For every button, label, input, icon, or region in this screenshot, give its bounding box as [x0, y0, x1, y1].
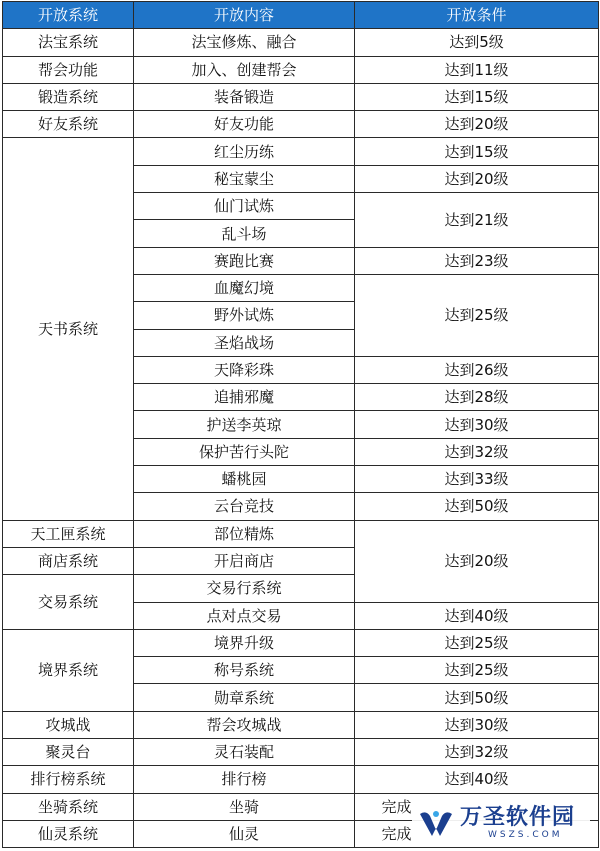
condition-cell: 达到26级: [355, 356, 599, 383]
condition-cell: 达到23级: [355, 247, 599, 274]
system-cell: 天工匣系统: [3, 520, 134, 547]
condition-cell: 达到40级: [355, 766, 599, 793]
table-row: [3, 520, 599, 547]
condition-cell: 达到25级: [355, 274, 599, 356]
system-cell: 聚灵台: [3, 739, 134, 766]
condition-cell: 达到21级: [355, 193, 599, 248]
condition-cell: 达到25级: [355, 657, 599, 684]
condition-cell: 达到11级: [355, 56, 599, 83]
watermark-url: WSZS.COM: [488, 829, 563, 840]
condition-cell: 达到25级: [355, 629, 599, 656]
condition-cell: 达到30级: [355, 711, 599, 738]
content-cell: 部位精炼: [134, 520, 355, 547]
system-cell: 交易系统: [3, 575, 134, 630]
content-cell: 保护苦行头陀: [134, 438, 355, 465]
condition-cell: 达到15级: [355, 83, 599, 110]
content-cell: 装备锻造: [134, 83, 355, 110]
content-cell: 仙门试炼: [134, 193, 355, 220]
condition-partial-text: 完成: [381, 797, 412, 816]
header-content: 开放内容: [134, 2, 355, 29]
content-cell: 云台竞技: [134, 493, 355, 520]
table-row: [3, 83, 599, 110]
content-cell: 血魔幻境: [134, 274, 355, 301]
content-cell: 点对点交易: [134, 602, 355, 629]
table-row: [3, 29, 599, 56]
condition-cell: 达到50级: [355, 684, 599, 711]
condition-cell: 达到32级: [355, 739, 599, 766]
content-cell: 护送李英琼: [134, 411, 355, 438]
content-cell: 开启商店: [134, 547, 355, 574]
system-cell: 坐骑系统: [3, 793, 134, 820]
content-cell: 坐骑: [134, 793, 355, 820]
condition-cell: 达到40级: [355, 602, 599, 629]
content-cell: 红尘历练: [134, 138, 355, 165]
system-cell: 帮会功能: [3, 56, 134, 83]
content-cell: 排行榜: [134, 766, 355, 793]
condition-cell: 达到32级: [355, 438, 599, 465]
condition-cell: 达到33级: [355, 466, 599, 493]
content-cell: 法宝修炼、融合: [134, 29, 355, 56]
system-cell: 商店系统: [3, 547, 134, 574]
system-cell: 天书系统: [3, 138, 134, 520]
condition-cell: 达到5级: [355, 29, 599, 56]
condition-cell: 达到20级: [355, 520, 599, 602]
content-cell: 加入、创建帮会: [134, 56, 355, 83]
table-row: [3, 739, 599, 766]
content-cell: 野外试炼: [134, 302, 355, 329]
condition-cell: 达到50级: [355, 493, 599, 520]
table-row: [3, 111, 599, 138]
table-row: [3, 629, 599, 656]
site-watermark: [412, 801, 590, 845]
ws-logo-icon: [418, 808, 454, 838]
system-cell: 仙灵系统: [3, 820, 134, 847]
condition-partial-text: 完成: [381, 825, 412, 844]
system-cell: 好友系统: [3, 111, 134, 138]
system-cell: 锻造系统: [3, 83, 134, 110]
content-cell: 称号系统: [134, 657, 355, 684]
content-cell: 圣焰战场: [134, 329, 355, 356]
system-cell: 法宝系统: [3, 29, 134, 56]
content-cell: 勋章系统: [134, 684, 355, 711]
table-row: [3, 138, 599, 165]
content-cell: 仙灵: [134, 820, 355, 847]
content-cell: 乱斗场: [134, 220, 355, 247]
system-cell: 排行榜系统: [3, 766, 134, 793]
watermark-name: 万圣软件园: [460, 804, 576, 830]
content-cell: 蟠桃园: [134, 466, 355, 493]
content-cell: 境界升级: [134, 629, 355, 656]
content-cell: 好友功能: [134, 111, 355, 138]
condition-cell: 达到28级: [355, 384, 599, 411]
header-row: [3, 2, 599, 29]
condition-cell: 达到20级: [355, 111, 599, 138]
condition-cell: 达到15级: [355, 138, 599, 165]
condition-cell: 达到20级: [355, 165, 599, 192]
system-cell: 攻城战: [3, 711, 134, 738]
feature-unlock-table: [2, 1, 599, 848]
condition-cell: 达到30级: [355, 411, 599, 438]
content-cell: 交易行系统: [134, 575, 355, 602]
table-row: [3, 766, 599, 793]
table-row: [3, 711, 599, 738]
content-cell: 帮会攻城战: [134, 711, 355, 738]
table-row: [3, 56, 599, 83]
header-condition: 开放条件: [355, 2, 599, 29]
content-cell: 赛跑比赛: [134, 247, 355, 274]
header-system: 开放系统: [3, 2, 134, 29]
content-cell: 天降彩珠: [134, 356, 355, 383]
content-cell: 灵石装配: [134, 739, 355, 766]
content-cell: 秘宝蒙尘: [134, 165, 355, 192]
content-cell: 追捕邪魔: [134, 384, 355, 411]
system-cell: 境界系统: [3, 629, 134, 711]
